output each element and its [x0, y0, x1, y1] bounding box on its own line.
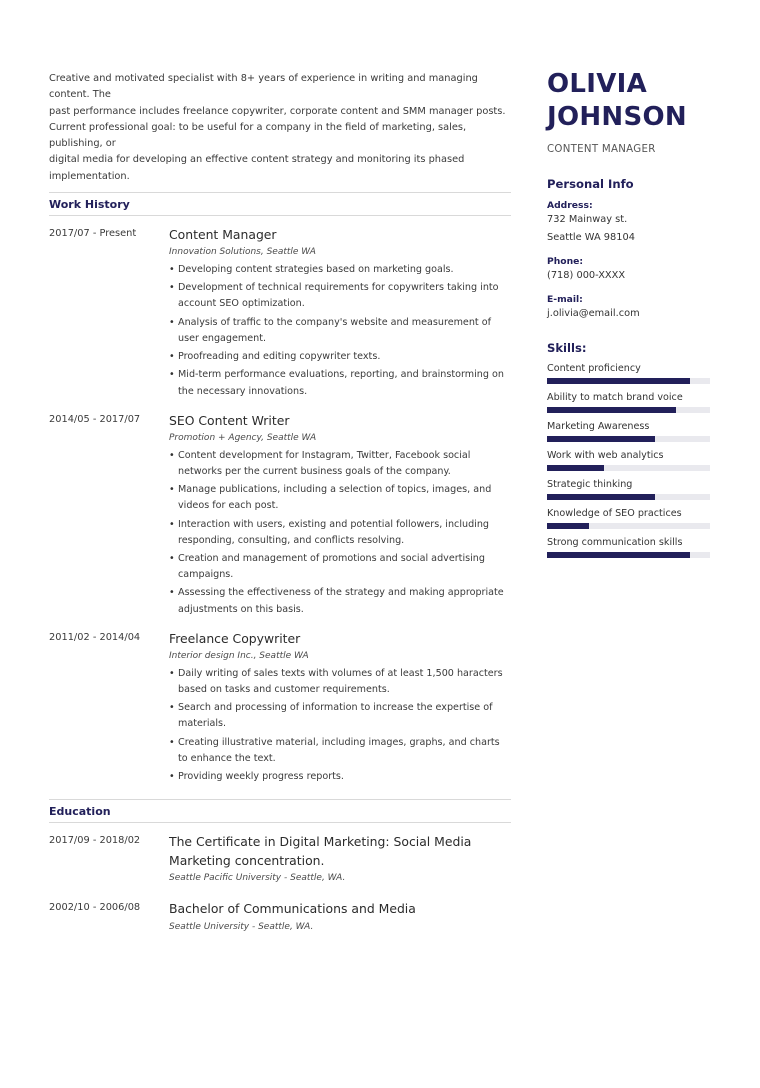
summary-line: digital media for developing an effective content strategy and monitoring its phased: [49, 154, 465, 166]
education-details: [169, 900, 511, 935]
school-name: Seattle University - Seattle, WA.: [169, 921, 314, 932]
summary-line: Creative and motivated specialist with 8+ years of experience in writing and managing content. The: [49, 73, 478, 101]
job-dates: 2017/07 - Present: [49, 228, 137, 240]
skill-level-bar: [547, 552, 710, 558]
skills-list: [547, 362, 717, 558]
degree-title: Bachelor of Communications and Media: [169, 901, 416, 917]
skill-name: Work with web analytics: [547, 450, 664, 461]
skill-level-fill: [547, 407, 676, 413]
skill-level-bar: [547, 378, 710, 384]
duty-item: • Content development for Instagram, Twitter, Facebook social networks per the current business goals of the company.: [169, 448, 511, 480]
duty-item: • Assessing the effectiveness of the strategy and making appropriate adjustments on this basis.: [169, 585, 511, 617]
education-details: [169, 833, 511, 886]
skill-item: [547, 536, 717, 558]
skill-name: Knowledge of SEO practices: [547, 508, 682, 519]
candidate-name: [547, 68, 717, 134]
education-heading: Education: [49, 799, 511, 823]
summary-line: implementation.: [49, 170, 130, 182]
school-name: Seattle Pacific University - Seattle, WA.: [169, 873, 346, 884]
skill-name: Ability to match brand voice: [547, 392, 683, 403]
duty-item: • Creation and management of promotions and social advertising campaigns.: [169, 551, 511, 583]
job-duties: [169, 448, 511, 618]
skill-item: [547, 362, 717, 384]
skill-level-bar: [547, 523, 710, 529]
skill-level-fill: [547, 552, 690, 558]
duty-item: • Interaction with users, existing and potential followers, including responding, consulting, and conflicts resolving.: [169, 517, 511, 549]
phone-value: (718) 000-XXXX: [547, 270, 626, 281]
skill-item: [547, 449, 717, 471]
work-history-list: [49, 226, 511, 787]
skill-level-fill: [547, 494, 655, 500]
education-dates: 2002/10 - 2006/08: [49, 902, 141, 914]
skill-level-bar: [547, 465, 710, 471]
duty-item: • Daily writing of sales texts with volumes of at least 1,500 haracters based on tasks and customer requirements.: [169, 666, 511, 698]
job-company: Interior design Inc., Seattle WA: [169, 650, 309, 661]
degree-title: The Certificate in Digital Marketing: Social Media Marketing concentration.: [169, 834, 472, 868]
job-dates: 2014/05 - 2017/07: [49, 413, 141, 425]
phone-label: Phone:: [547, 256, 584, 267]
email-value: j.olivia@email.com: [547, 308, 640, 319]
address-line: 732 Mainway st.: [547, 214, 628, 225]
education-list: [49, 833, 511, 935]
first-name: OLIVIA: [547, 69, 648, 99]
duty-item: • Search and processing of information to increase the expertise of materials.: [169, 700, 511, 732]
skill-item: [547, 507, 717, 529]
duty-item: • Proofreading and editing copywriter texts.: [169, 349, 511, 365]
skill-name: Marketing Awareness: [547, 421, 650, 432]
duty-item: • Development of technical requirements for copywriters taking into account SEO optimization.: [169, 280, 511, 312]
summary-line: past performance includes freelance copywriter, corporate content and SMM manager posts.: [49, 105, 506, 117]
education-entry: [49, 900, 511, 935]
duty-item: • Analysis of traffic to the company's website and measurement of user engagement.: [169, 315, 511, 347]
skills-heading: Skills:: [547, 341, 587, 355]
job-company: Promotion + Agency, Seattle WA: [169, 432, 317, 443]
address-label: Address:: [547, 200, 593, 211]
skill-level-bar: [547, 407, 710, 413]
duty-item: • Mid-term performance evaluations, reporting, and brainstorming on the necessary innovations.: [169, 367, 511, 399]
skill-level-fill: [547, 378, 690, 384]
duty-item: • Developing content strategies based on marketing goals.: [169, 262, 511, 278]
work-history-heading: Work History: [49, 192, 511, 216]
job-duties: [169, 666, 511, 785]
skill-item: [547, 420, 717, 442]
skill-item: [547, 391, 717, 413]
job-details: [169, 630, 511, 787]
skill-name: Strategic thinking: [547, 479, 633, 490]
job-title: Freelance Copywriter: [169, 630, 301, 646]
job-title: SEO Content Writer: [169, 412, 290, 428]
duty-item: • Providing weekly progress reports.: [169, 769, 511, 785]
job-entry: [49, 226, 511, 402]
personal-info-heading: Personal Info: [547, 177, 634, 191]
skill-level-bar: [547, 494, 710, 500]
skill-name: Strong communication skills: [547, 537, 683, 548]
education-dates: 2017/09 - 2018/02: [49, 835, 141, 847]
skill-level-fill: [547, 523, 589, 529]
skill-level-fill: [547, 465, 604, 471]
address-line: Seattle WA 98104: [547, 232, 635, 243]
main-column: [49, 71, 511, 935]
duty-item: • Creating illustrative material, including images, graphs, and charts to enhance the text.: [169, 735, 511, 767]
job-title: Content Manager: [169, 227, 277, 243]
job-company: Innovation Solutions, Seattle WA: [169, 247, 316, 258]
duty-item: • Manage publications, including a selection of topics, images, and videos for each post.: [169, 482, 511, 514]
skill-name: Content proficiency: [547, 363, 641, 374]
job-duties: [169, 262, 511, 400]
job-details: [169, 226, 511, 402]
job-role: CONTENT MANAGER: [547, 144, 656, 155]
skill-level-bar: [547, 436, 710, 442]
professional-summary: [49, 71, 511, 185]
email-label: E-mail:: [547, 294, 583, 305]
last-name: JOHNSON: [547, 102, 687, 132]
skill-level-fill: [547, 436, 655, 442]
education-entry: [49, 833, 511, 886]
job-entry: [49, 412, 511, 620]
sidebar: [547, 68, 717, 558]
job-details: [169, 412, 511, 620]
job-entry: [49, 630, 511, 787]
summary-line: Current professional goal: to be useful for a company in the field of marketing, sales, publishing, or: [49, 121, 467, 150]
skill-item: [547, 478, 717, 500]
job-dates: 2011/02 - 2014/04: [49, 631, 141, 643]
